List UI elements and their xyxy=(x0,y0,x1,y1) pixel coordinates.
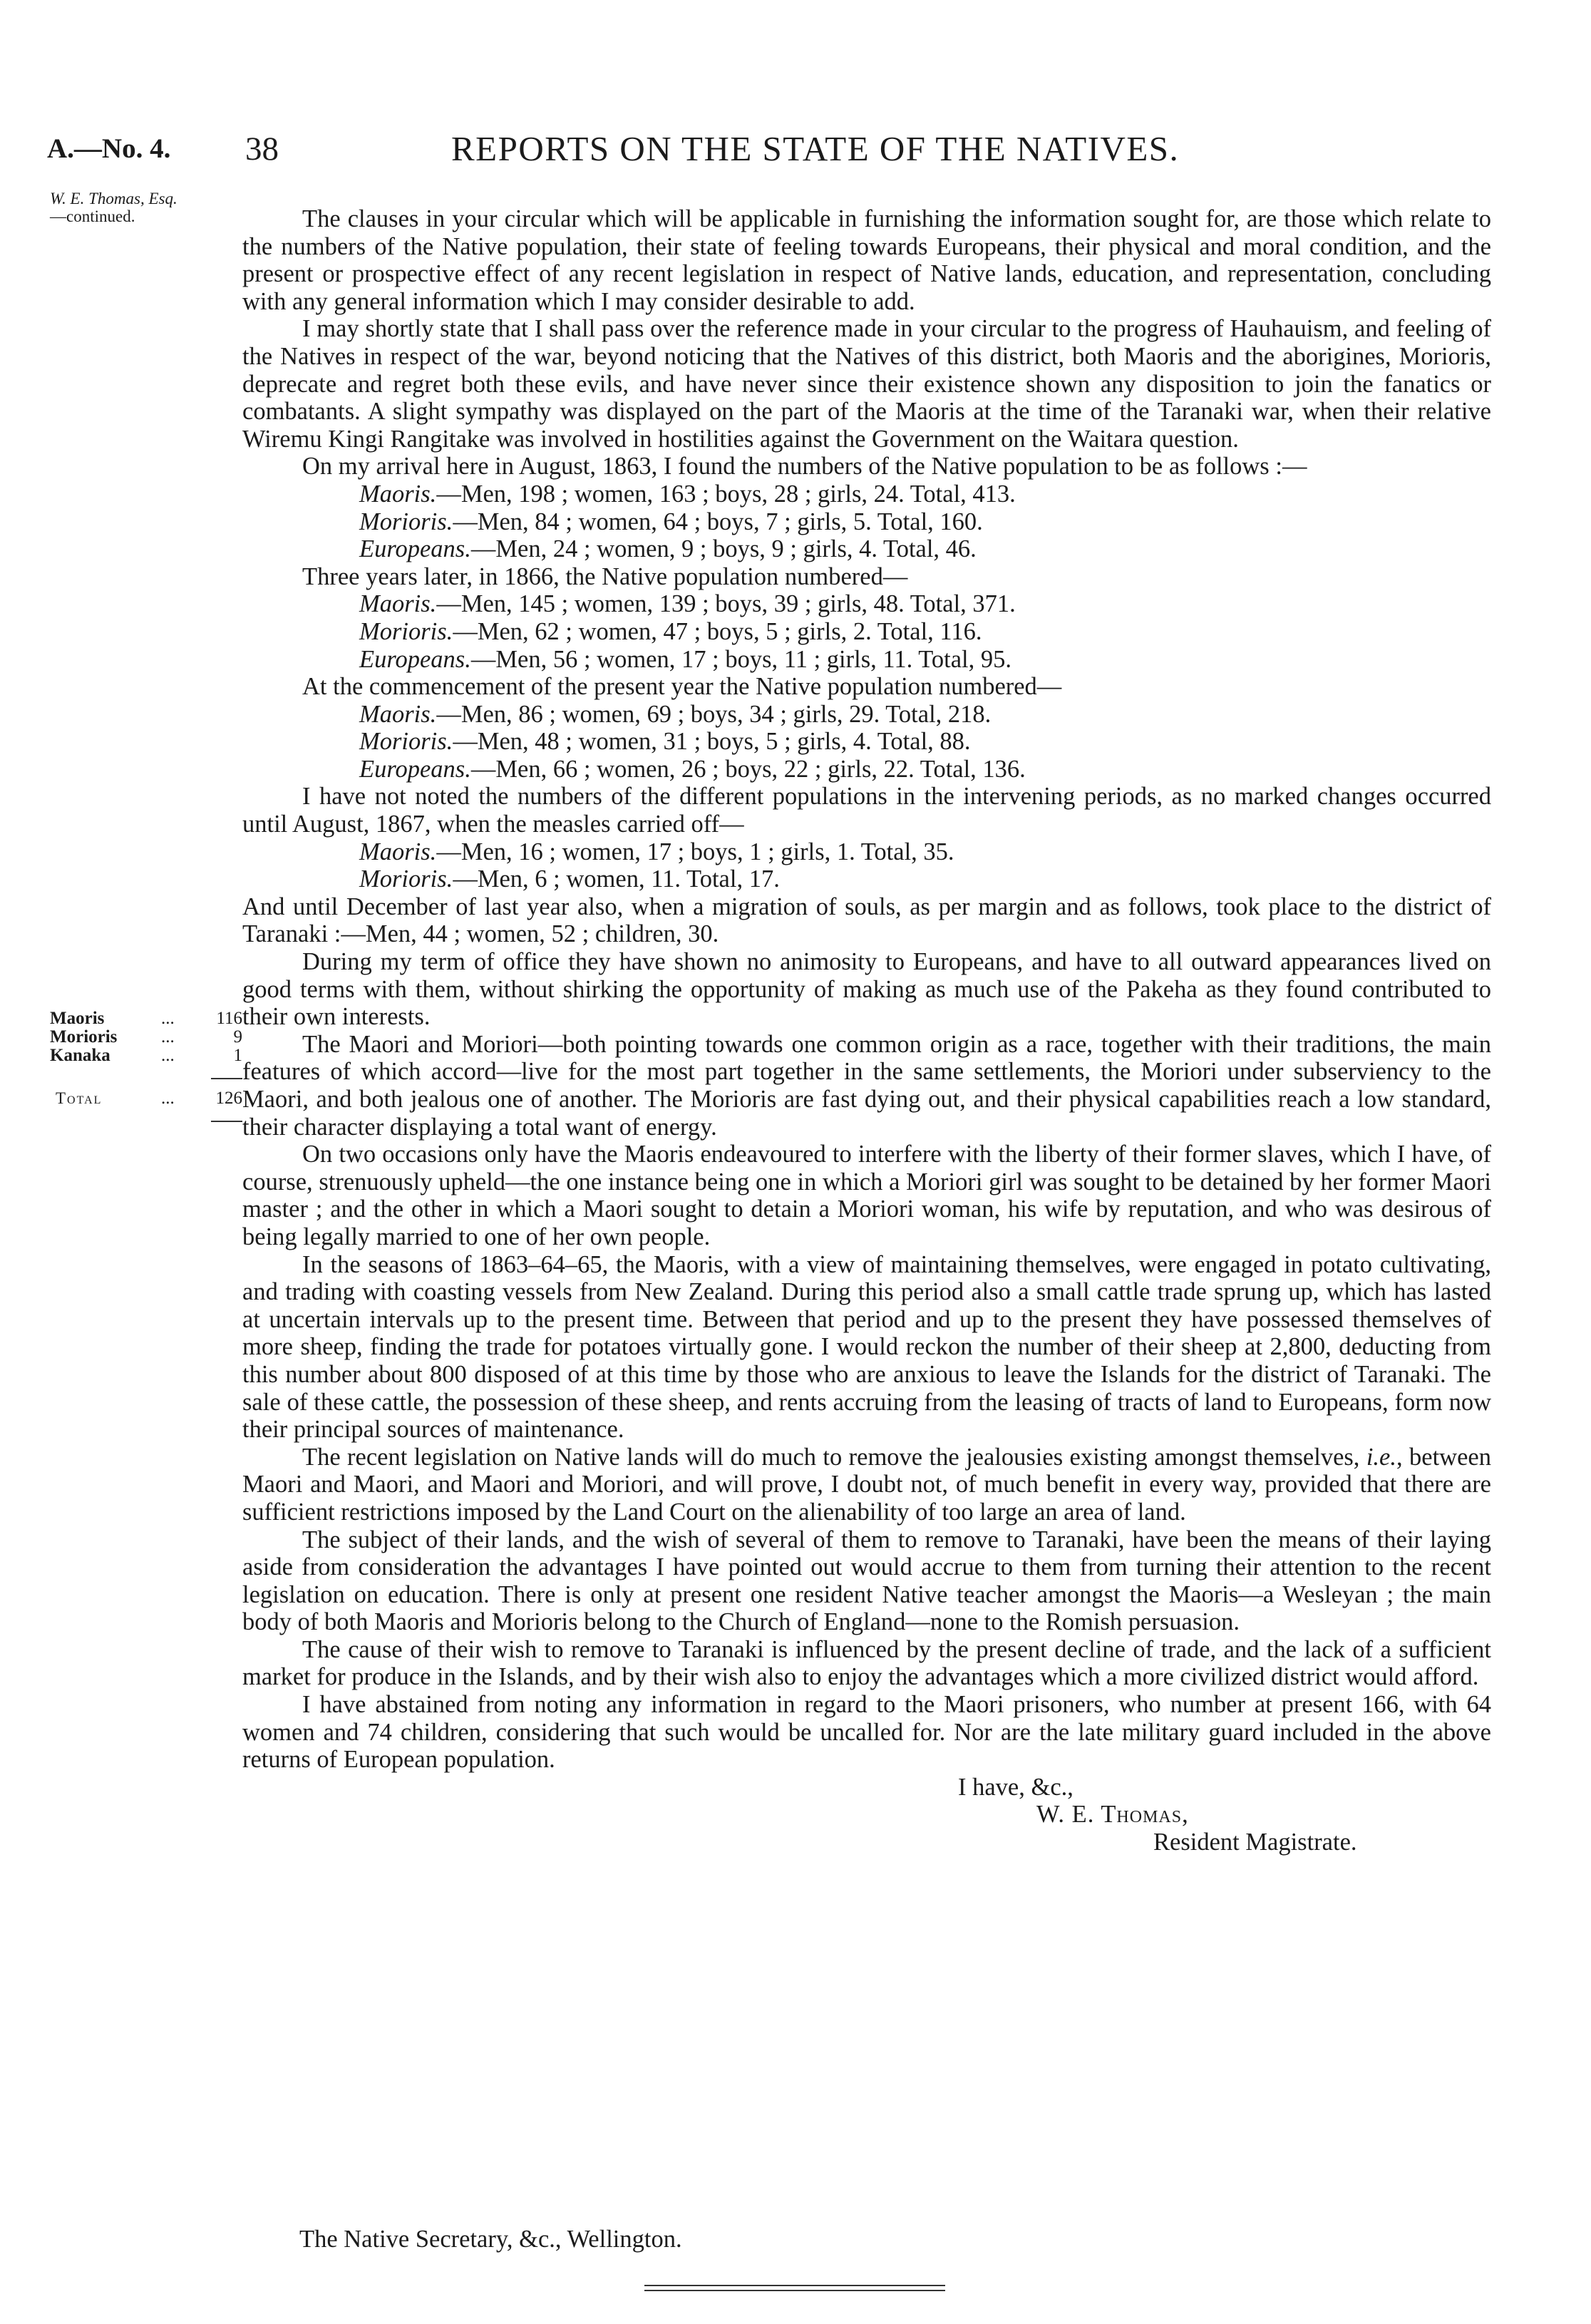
population-line xyxy=(242,865,1491,893)
margin-migration-table xyxy=(50,1009,242,1108)
paragraph: I may shortly state that I shall pass over the reference made in your circular to the progress of Hauhauism, and feeling of the Natives in respect of the war, beyond noticing that the Natives of this district, both Maoris and the aborigines, Morioris, deprecate and regret both these evils, and have never since their existence shown any disposition to join the fanatics or combatants. A slight sympathy was displayed on the part of the Maoris at the time of the Taranaki war, when their relative Wiremu Kingi Rangitake was involved in hostilities against the Government on the Waitara question. xyxy=(242,315,1491,453)
paragraph: The Maori and Moriori—both pointing towards one common origin as a race, together with their traditions, the main features of which accord—live for the most part together in the same settlements, the Moriori under subserviency to the Maori, and both jealous one of another. The Morioris are fast dying out, and their physical capabilities reach a low standard, their character displaying a total want of energy. xyxy=(242,1030,1491,1141)
population-group: Maoris. xyxy=(359,700,437,728)
document-reference: A.—No. 4. xyxy=(47,133,171,164)
closing-signature-line xyxy=(242,1801,1491,1829)
page-number: 38 xyxy=(245,130,279,168)
margin-label: Maoris xyxy=(50,1009,105,1028)
margin-label: Morioris xyxy=(50,1027,118,1047)
population-line xyxy=(242,618,1491,646)
population-figures: —Men, 56 ; women, 17 ; boys, 11 ; girls, 11. Total, 95. xyxy=(470,645,1012,673)
margin-dots: ... xyxy=(161,1027,175,1047)
population-figures: —Men, 86 ; women, 69 ; boys, 34 ; girls, 29. Total, 218. xyxy=(436,700,992,728)
margin-dots: ... xyxy=(161,1046,175,1065)
population-group: Maoris. xyxy=(359,838,437,865)
margin-row xyxy=(50,1028,242,1047)
population-figures: —Men, 84 ; women, 64 ; boys, 7 ; girls, 5. Total, 160. xyxy=(453,508,983,535)
population-line xyxy=(242,646,1491,674)
population-figures: —Men, 66 ; women, 26 ; boys, 22 ; girls, 22. Total, 136. xyxy=(470,755,1026,783)
population-group: Morioris. xyxy=(359,617,453,645)
paragraph xyxy=(242,1444,1491,1526)
margin-value: 116 xyxy=(216,1009,242,1028)
paragraph: I have abstained from noting any information in regard to the Maori prisoners, who number at present 166, with 64 women and 74 children, considering that such would be uncalled for. Nor are the late military guard included in the above returns of European population. xyxy=(242,1691,1491,1774)
page-title: REPORTS ON THE STATE OF THE NATIVES. xyxy=(451,129,1180,168)
population-figures: —Men, 16 ; women, 17 ; boys, 1 ; girls, 1. Total, 35. xyxy=(436,838,954,865)
population-figures: —Men, 62 ; women, 47 ; boys, 5 ; girls, 2. Total, 116. xyxy=(453,617,982,645)
signatory-title: Resident Magistrate. xyxy=(1153,1829,1357,1856)
population-group: Maoris. xyxy=(359,480,437,508)
paragraph: The cause of their wish to remove to Taranaki is influenced by the present decline of trade, and the lack of a sufficient market for produce in the Islands, and by their wish also to enjoy the advantages which a more civilized district would afford. xyxy=(242,1635,1491,1691)
population-line xyxy=(242,756,1491,783)
margin-row xyxy=(50,1047,242,1065)
paragraph: On my arrival here in August, 1863, I found the numbers of the Native population to be as follows :— xyxy=(302,453,1307,480)
paragraph: The subject of their lands, and the wish of several of them to remove to Taranaki, have been the means of their laying aside from consideration the advantages I have pointed out would accrue to them from turning their attention to the recent legislation on education. There is only at present one resident Native teacher amongst the Maoris—a Wesleyan ; the main body of both Maoris and Morioris belong to the Church of England—none to the Romish persuasion. xyxy=(242,1526,1491,1636)
paragraph: At the commencement of the present year the Native population numbered— xyxy=(302,673,1062,701)
margin-total-row xyxy=(50,1089,242,1108)
population-group: Morioris. xyxy=(359,728,453,756)
population-figures: —Men, 145 ; women, 139 ; boys, 39 ; girls, 48. Total, 371. xyxy=(436,590,1016,618)
letter-body xyxy=(242,205,1491,1856)
margin-value: 9 xyxy=(233,1027,242,1047)
paragraph: In the seasons of 1863–64–65, the Maoris, with a view of maintaining themselves, were engaged in potato cultivating, and trading with coasting vessels from New Zealand. During this period also a small cattle trade sprung up, which has lasted at uncertain intervals up to the present time. Between that period and up to the present they have possessed themselves of more sheep, finding the trade for potatoes virtually gone. I would reckon the number of their sheep at 2,800, deducting from this number about 800 disposed of at this time by those who are anxious to leave the Islands for the district of Taranaki. The sale of these cattle, the possession of these sheep, and rents accruing from the leasing of tracts of land to Europeans, form now their principal sources of maintenance. xyxy=(242,1250,1491,1444)
population-figures: —Men, 24 ; women, 9 ; boys, 9 ; girls, 4. Total, 46. xyxy=(470,535,977,563)
end-rule-top xyxy=(644,2285,945,2286)
paragraph: The clauses in your circular which will be applicable in furnishing the information sought for, are those which relate to the numbers of the Native population, their state of feeling towards Europeans, their physical and moral condition, and the present or prospective effect of any recent legislation in respect of Native lands, education, and representation, concluding with any general information which I may consider desirable to add. xyxy=(242,205,1491,315)
paragraph: And until December of last year also, when a migration of souls, as per margin and as follows, took place to the district of Taranaki :—Men, 44 ; women, 52 ; children, 30. xyxy=(242,893,1491,948)
closing-salutation-line xyxy=(242,1774,1491,1801)
text-run: , between Maori and Maori, and Maori and Moriori, and will prove, I doubt not, of much benefit in every way, provided that there are sufficient restrictions imposed by the Land Court on the alienability of too large an area of land. xyxy=(242,1443,1491,1526)
population-line xyxy=(242,508,1491,536)
margin-sum-rule xyxy=(211,1078,242,1079)
population-line xyxy=(242,838,1491,866)
population-line xyxy=(242,701,1491,729)
population-group: Morioris. xyxy=(359,508,453,535)
population-line xyxy=(242,480,1491,508)
margin-value: 1 xyxy=(233,1046,242,1065)
margin-total-rule xyxy=(211,1121,242,1122)
population-group: Europeans. xyxy=(359,755,471,783)
paragraph: During my term of office they have shown no animosity to Europeans, and have to all outward appearances lived on good terms with them, without shirking the opportunity of making as much use of the Pakeha as they found contributed to their own interests. xyxy=(242,948,1491,1031)
text-run-italic: i.e. xyxy=(1366,1443,1396,1471)
population-line xyxy=(242,535,1491,563)
continued-label: —continued. xyxy=(50,207,135,225)
addressee: The Native Secretary, &c., Wellington. xyxy=(299,2226,682,2253)
population-figures: —Men, 198 ; women, 163 ; boys, 28 ; girls, 24. Total, 413. xyxy=(436,480,1016,508)
population-group: Maoris. xyxy=(359,590,437,618)
closing-salutation: I have, &c., xyxy=(958,1773,1073,1801)
author-name: W. E. Thomas, Esq. xyxy=(50,190,177,207)
margin-row xyxy=(50,1009,242,1028)
population-figures: —Men, 6 ; women, 11. Total, 17. xyxy=(453,865,780,893)
population-group: Europeans. xyxy=(359,535,471,563)
paragraph: Three years later, in 1866, the Native population numbered— xyxy=(302,562,908,590)
population-group: Morioris. xyxy=(359,865,453,893)
margin-label: Kanaka xyxy=(50,1046,110,1065)
end-rule-bottom xyxy=(644,2290,945,2291)
population-group: Europeans. xyxy=(359,645,471,673)
margin-dots: ... xyxy=(161,1089,175,1108)
margin-total-value: 126 xyxy=(215,1089,242,1108)
signature: W. E. Thomas, xyxy=(1036,1801,1189,1829)
paragraph: On two occasions only have the Maoris endeavoured to interfere with the liberty of their former slaves, which I have, of course, strenuously upheld—the one instance being one in which a Moriori girl was sought to be detained by her former Maori master ; and the other in which a Maori sought to detain a Moriori woman, his wife by reputation, and who was desirous of being legally married to one of her own people. xyxy=(242,1141,1491,1250)
closing-title-line xyxy=(242,1829,1491,1856)
population-figures: —Men, 48 ; women, 31 ; boys, 5 ; girls, 4. Total, 88. xyxy=(453,728,971,756)
margin-total-label: Total xyxy=(56,1089,103,1107)
margin-dots: ... xyxy=(161,1009,175,1028)
text-run: The recent legislation on Native lands will do much to remove the jealousies existing amongst themselves, xyxy=(302,1443,1366,1471)
population-line xyxy=(242,590,1491,618)
population-line xyxy=(242,728,1491,756)
paragraph: I have not noted the numbers of the different populations in the intervening periods, as no marked changes occurred until August, 1867, when the measles carried off— xyxy=(242,783,1491,838)
